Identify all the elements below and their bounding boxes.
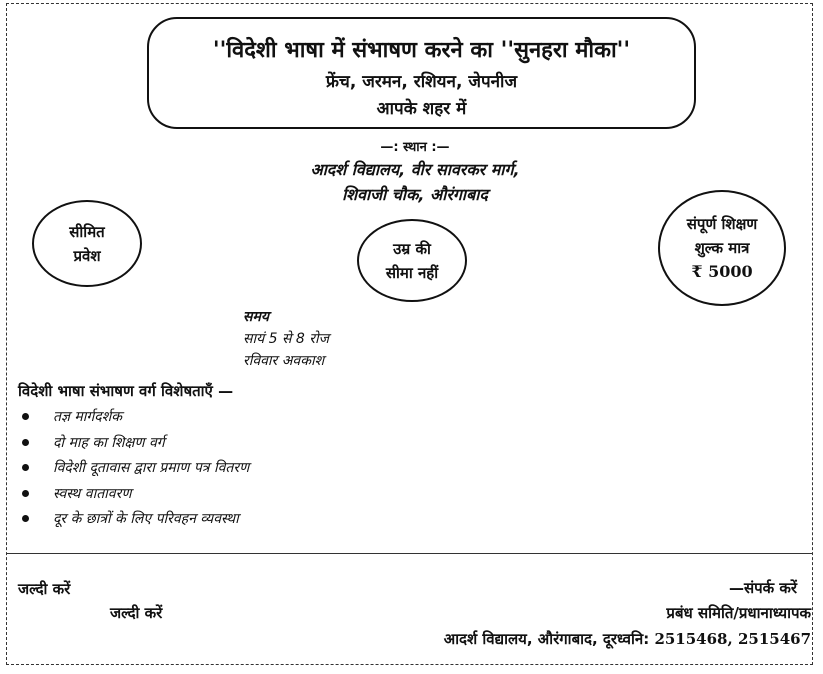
headline-city-line: आपके शहर में (376, 99, 467, 119)
features-list (22, 404, 249, 532)
venue-address-line-1: आदर्श विद्यालय, वीर सावरकर मार्ग, (310, 160, 520, 179)
bullet-icon (22, 439, 29, 446)
list-item (22, 481, 249, 507)
feature-text: दो माह का शिक्षण वर्ग (53, 434, 165, 451)
fee-badge-amount: ₹ 5000 (691, 262, 753, 281)
timing-block (243, 306, 329, 372)
list-item (22, 455, 249, 481)
hurry-text-2: जल्दी करें (110, 604, 163, 622)
limited-badge-line-1: सीमित (69, 222, 105, 241)
feature-text: तज्ञ मार्गदर्शक (53, 409, 122, 426)
venue-address-line-2: शिवाजी चौक, औरंगाबाद (342, 185, 488, 204)
venue-heading: —: स्थान :— (380, 140, 450, 155)
bullet-icon (22, 515, 29, 522)
bullet-icon (22, 464, 29, 471)
headline-languages: फ्रेंच, जरमन, रशियन, जेपनीज (325, 72, 518, 92)
no-age-limit-badge (357, 219, 467, 302)
fee-badge-line-2: शुल्क मात्र (694, 239, 750, 257)
hurry-text-1: जल्दी करें (18, 580, 71, 598)
features-heading: विदेशी भाषा संभाषण वर्ग विशेषताएँ — (18, 382, 234, 400)
contact-address-text: आदर्श विद्यालय, औरंगाबाद, दूरध्वनि: (443, 630, 650, 648)
fee-badge-line-1: संपूर्ण शिक्षण (686, 215, 758, 233)
list-item (22, 404, 249, 430)
feature-text: स्वस्थ वातावरण (53, 485, 132, 502)
headline-title: ''विदेशी भाषा में संभाषण करने का ''सुनहरा मौका'' (212, 38, 631, 63)
footer-divider (6, 553, 813, 554)
timing-holiday: रविवार अवकाश (243, 353, 325, 369)
timing-label: समय (243, 309, 269, 325)
feature-text: विदेशी दूतावास द्वारा प्रमाण पत्र वितरण (53, 460, 250, 477)
contact-organization: प्रबंध समिति/प्रधानाध्यापक (666, 604, 811, 622)
limited-admission-badge (32, 200, 142, 287)
limited-badge-line-2: प्रवेश (73, 246, 101, 265)
age-badge-line-2: सीमा नहीं (385, 263, 439, 282)
headline-box (147, 17, 696, 129)
contact-address (444, 629, 811, 649)
fee-badge (658, 190, 786, 306)
timing-hours: सायं 5 से 8 रोज (243, 331, 330, 347)
age-badge-line-1: उम्र की (393, 239, 431, 258)
bullet-icon (22, 490, 29, 497)
list-item (22, 506, 249, 532)
contact-heading: —संपर्क करें (728, 579, 797, 597)
list-item (22, 430, 249, 456)
feature-text: दूर के छात्रों के लिए परिवहन व्यवस्था (53, 511, 239, 528)
bullet-icon (22, 413, 29, 420)
contact-phone-numbers: 2515468, 2515467 (654, 630, 811, 648)
